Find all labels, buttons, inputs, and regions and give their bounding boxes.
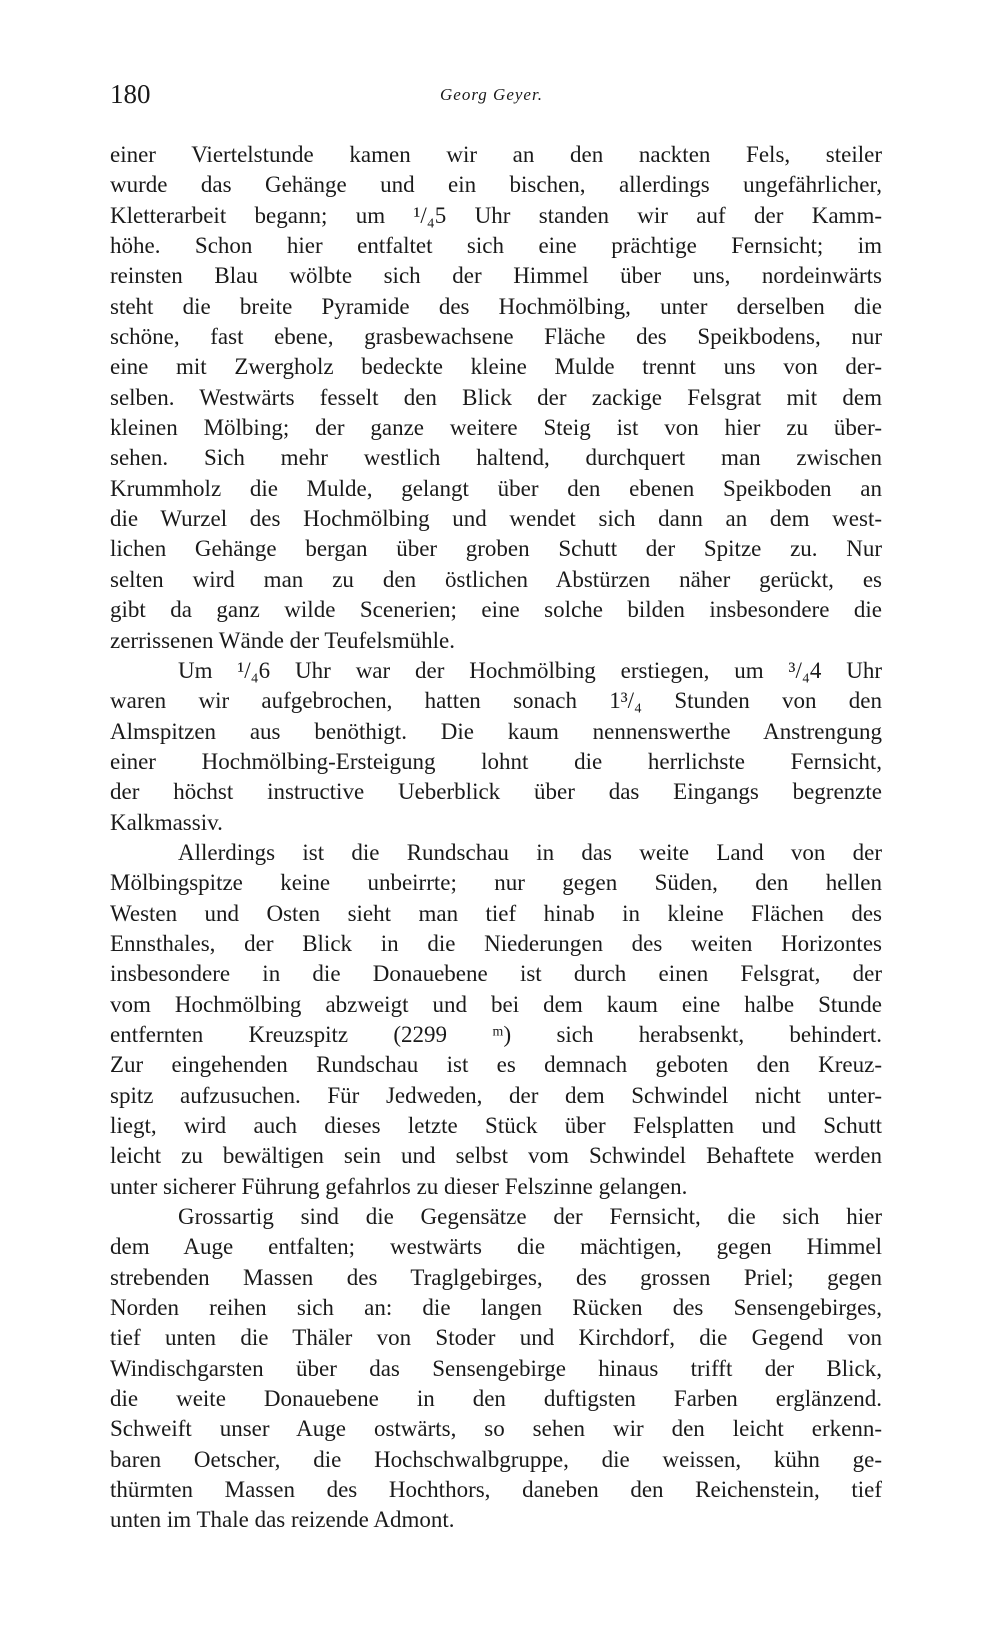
text-line: Zur eingehenden Rundschau ist es demnach geboten den Kreuz- (110, 1052, 882, 1078)
text-line: steht die breite Pyramide des Hochmölbing, unter derselben die (110, 293, 882, 319)
text-line: einer Viertelstunde kamen wir an den nackten Fels, steiler (110, 142, 882, 167)
text-line: der höchst instructive Ueberblick über das Eingangs begrenzte (110, 779, 882, 805)
text-line: unten im Thale das reizende Admont. (110, 1507, 455, 1533)
text-line: Mölbingspitze keine unbeirrte; nur gegen Süden, den hellen (110, 870, 882, 896)
text-line: schöne, fast ebene, grasbewachsene Fläche des Speikbodens, nur (110, 324, 882, 350)
text-line: Westen und Osten sieht man tief hinab in kleine Flächen des (110, 900, 882, 926)
text-line: liegt, wird auch dieses letzte Stück über Felsplatten und Schutt (110, 1113, 882, 1138)
text-line: vom Hochmölbing abzweigt und bei dem kaum eine halbe Stunde (110, 991, 882, 1017)
text-line: höhe. Schon hier entfaltet sich eine prächtige Fernsicht; im (110, 233, 882, 259)
text-line: kleinen Mölbing; der ganze weitere Steig ist von hier zu über- (110, 415, 882, 441)
text-line: waren wir aufgebrochen, hatten sonach 1³/₄ Stunden von den (110, 688, 882, 714)
text-line: Almspitzen aus benöthigt. Die kaum nennenswerthe Anstrengung (110, 718, 882, 744)
text-line: dem Auge entfalten; westwärts die mächtigen, gegen Himmel (110, 1234, 882, 1260)
text-line: Norden reihen sich an: die langen Rücken des Sensengebirges, (110, 1295, 882, 1321)
text-line: Ennsthales, der Blick in die Niederungen des weiten Horizontes (110, 930, 882, 956)
body-text (110, 140, 882, 1536)
text-line: zerrissenen Wände der Teufelsmühle. (110, 627, 455, 653)
running-head (110, 76, 890, 112)
text-line: wurde das Gehänge und ein bischen, allerdings ungefährlicher, (110, 172, 882, 198)
text-line: spitz aufzusuchen. Für Jedweden, der dem Schwindel nicht unter- (110, 1082, 882, 1108)
text-line: Kalkmassiv. (110, 809, 223, 835)
text-line: Windischgarsten über das Sensengebirge hinaus trifft der Blick, (110, 1355, 882, 1381)
text-line: gibt da ganz wilde Scenerien; eine solche bilden insbesondere die (110, 597, 882, 623)
text-line: eine mit Zwergholz bedeckte kleine Mulde trennt uns von der- (110, 354, 882, 380)
text-line: die weite Donauebene in den duftigsten Farben erglänzend. (110, 1386, 882, 1412)
text-line: Schweift unser Auge ostwärts, so sehen wir den leicht erkenn- (110, 1416, 882, 1442)
text-line: tief unten die Thäler von Stoder und Kirchdorf, die Gegend von (110, 1325, 882, 1351)
page-number: 180 (110, 79, 151, 109)
text-line: Allerdings ist die Rundschau in das weite Land von der (178, 839, 882, 865)
text-line: unter sicherer Führung gefahrlos zu dieser Felszinne gelangen. (110, 1173, 688, 1199)
text-line: Krummholz die Mulde, gelangt über den ebenen Speikboden an (110, 475, 882, 501)
text-line: die Wurzel des Hochmölbing und wendet sich dann an dem west- (110, 506, 882, 532)
text-line: reinsten Blau wölbte sich der Himmel über uns, nordeinwärts (110, 263, 882, 289)
text-line: insbesondere in die Donauebene ist durch einen Felsgrat, der (110, 961, 882, 987)
text-line: einer Hochmölbing-Ersteigung lohnt die herrlichste Fernsicht, (110, 748, 882, 774)
text-line: entfernten Kreuzspitz (2299 ᵐ) sich herabsenkt, behindert. (110, 1021, 882, 1047)
text-line: Grossartig sind die Gegensätze der Fernsicht, die sich hier (178, 1204, 882, 1230)
text-line: selten wird man zu den östlichen Abstürzen näher gerückt, es (110, 566, 882, 592)
text-line: strebenden Massen des Traglgebirges, des grossen Priel; gegen (110, 1264, 882, 1290)
text-line: selben. Westwärts fesselt den Blick der zackige Felsgrat mit dem (110, 384, 882, 410)
text-line: baren Oetscher, die Hochschwalbgruppe, die weissen, kühn ge- (110, 1446, 882, 1472)
text-line: lichen Gehänge bergan über groben Schutt der Spitze zu. Nur (110, 536, 882, 562)
text-line: Um ¹/₄6 Uhr war der Hochmölbing erstiegen, um ³/₄4 Uhr (178, 657, 882, 683)
text-line: leicht zu bewältigen sein und selbst vom Schwindel Behaftete werden (110, 1143, 882, 1169)
text-line: sehen. Sich mehr westlich haltend, durchquert man zwischen (110, 445, 882, 471)
text-line: thürmten Massen des Hochthors, daneben den Reichenstein, tief (110, 1477, 882, 1503)
text-line: Kletterarbeit begann; um ¹/₄5 Uhr standen wir auf der Kamm- (110, 202, 882, 228)
running-title: Georg Geyer. (440, 85, 543, 104)
